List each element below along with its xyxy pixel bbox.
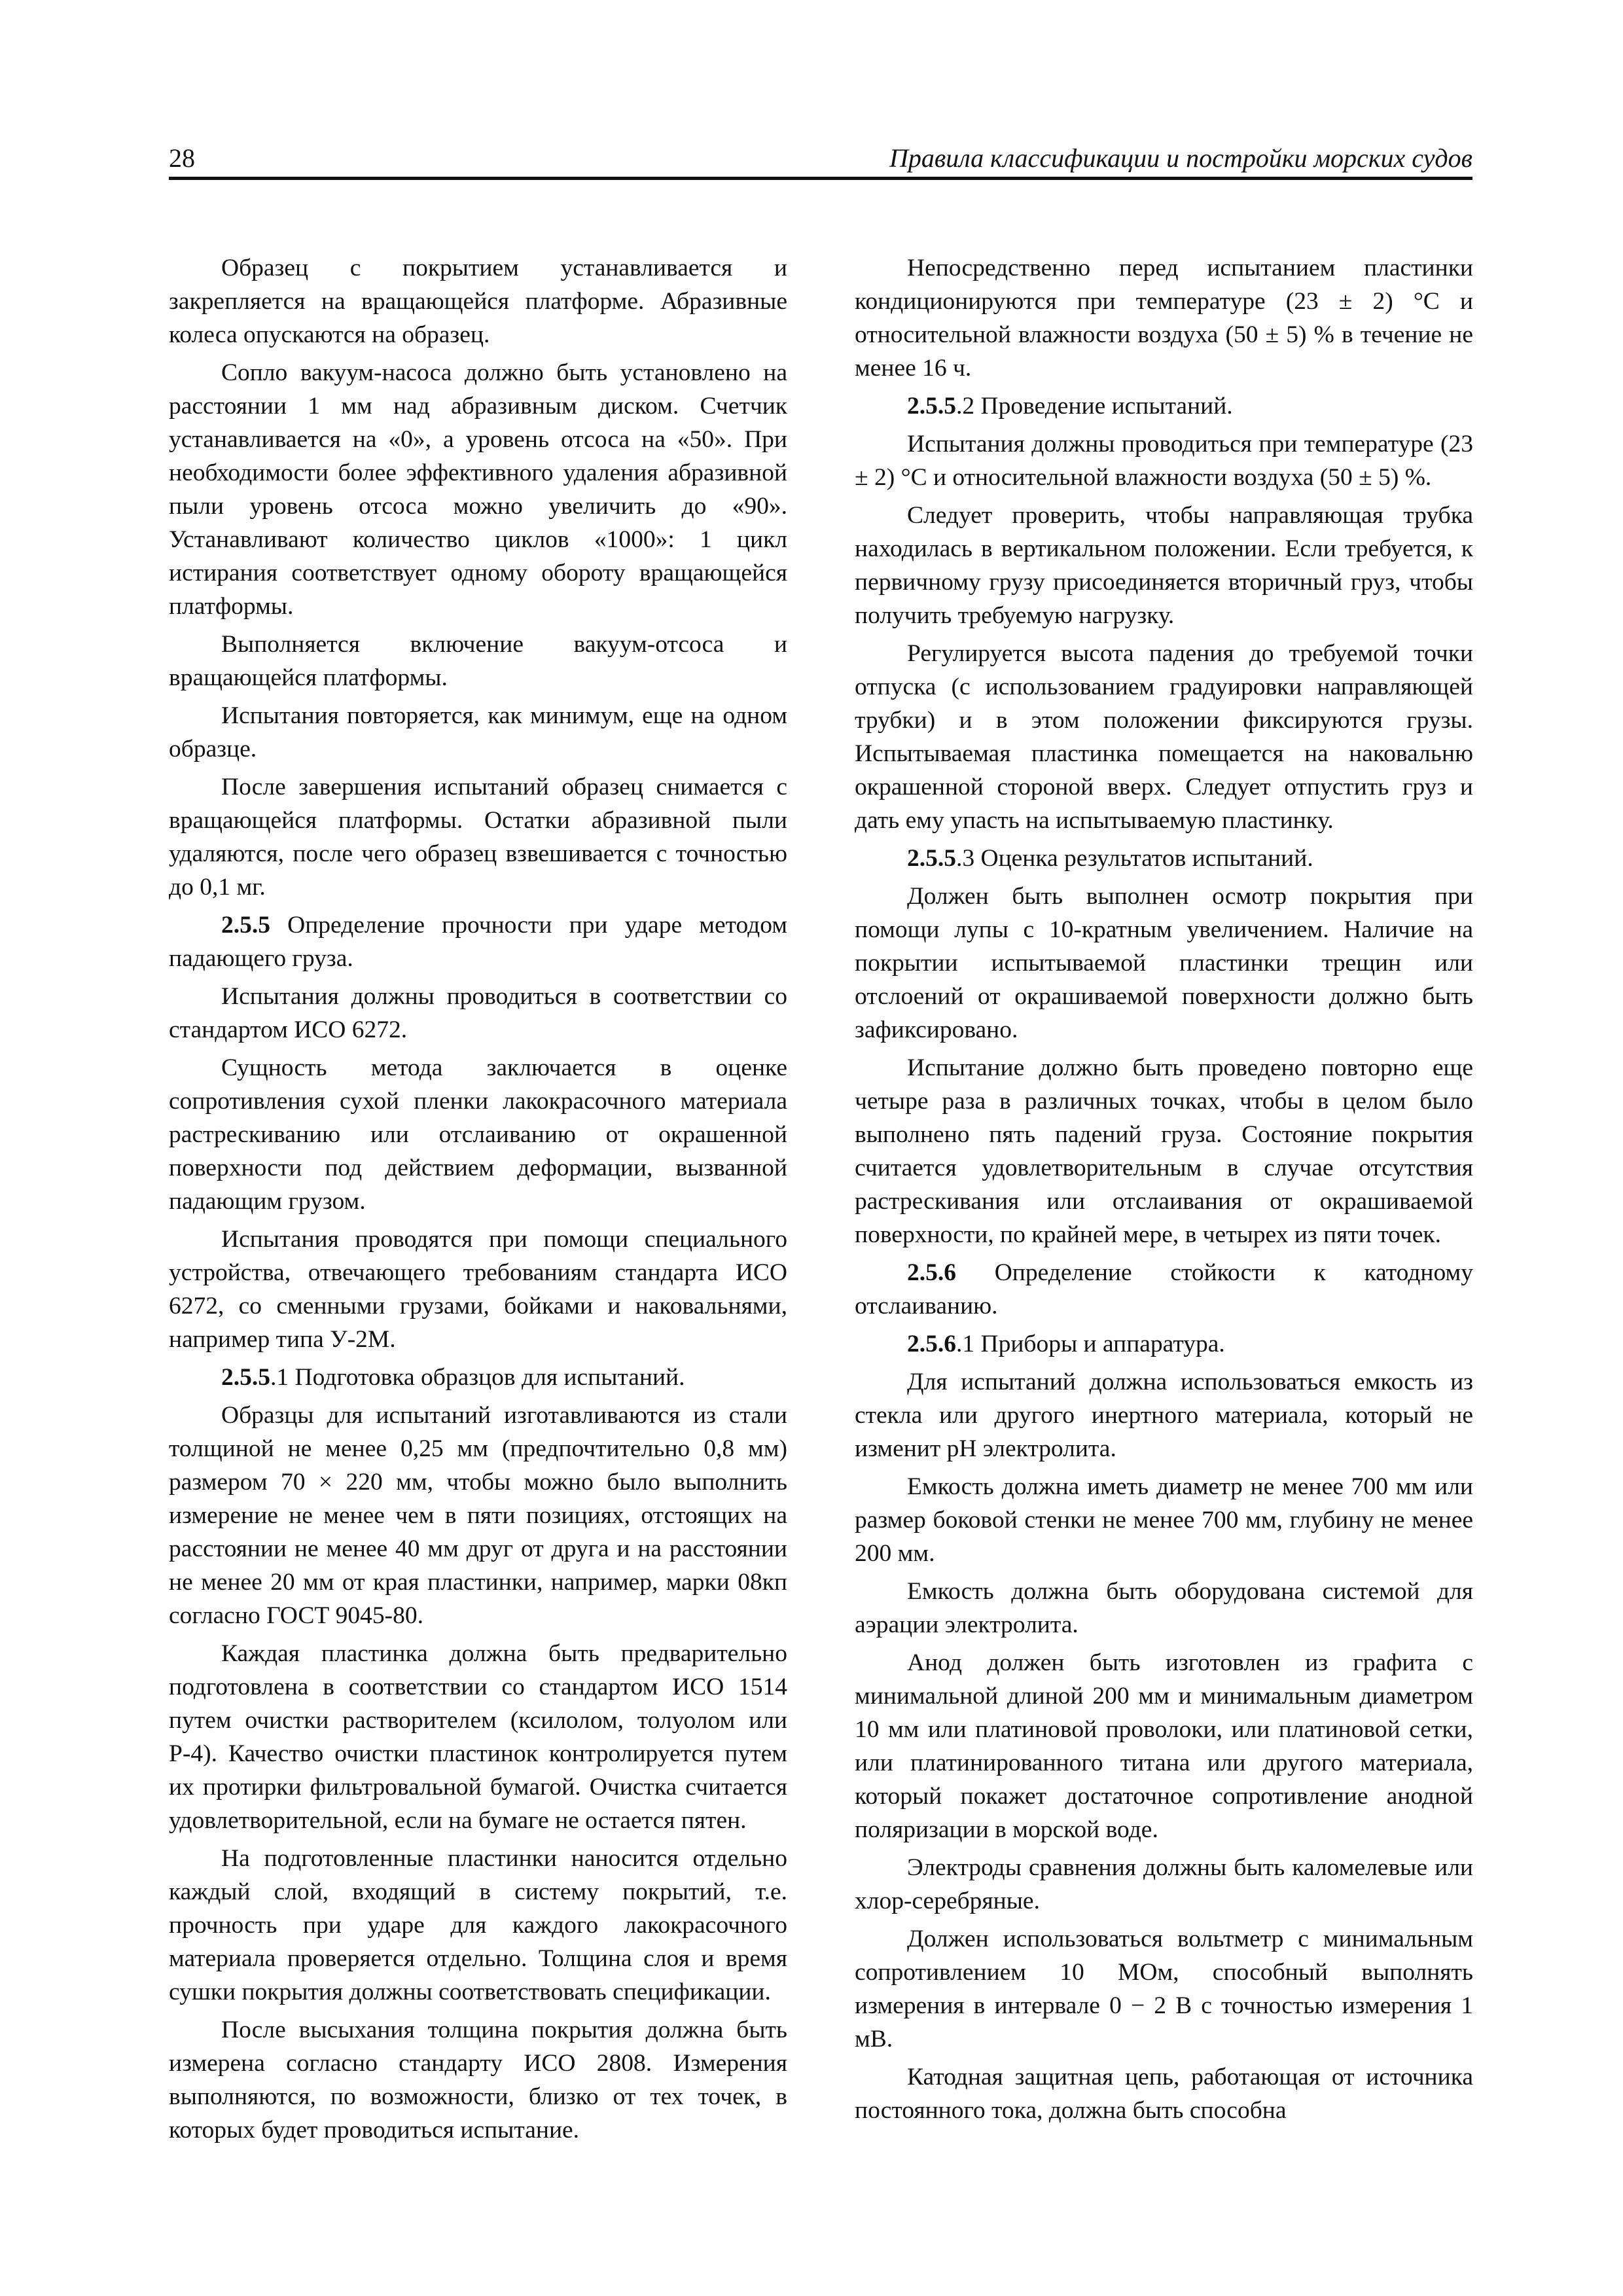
paragraph-text: Сущность метода заключается в оценке сопротивления сухой пленки лакокрасочного материала растрескиванию или отслаиванию от окрашенной поверхности под действием деформации, вызванной падающим грузом. <box>169 1054 787 1215</box>
subsection-heading <box>169 1361 787 1394</box>
paragraph <box>169 1637 787 1837</box>
paragraph <box>855 1051 1473 1251</box>
paragraph-text: Электроды сравнения должны быть каломелевые или хлор-серебряные. <box>855 1854 1473 1914</box>
paragraph <box>855 251 1473 385</box>
section-title: .2 Проведение испытаний. <box>956 393 1233 420</box>
paragraph-text: Испытания повторяется, как минимум, еще на одном образце. <box>169 702 787 762</box>
paragraph-text: Емкость должна быть оборудована системой для аэрации электролита. <box>855 1578 1473 1638</box>
section-number: 2.5.5 <box>907 845 956 872</box>
paragraph <box>855 1851 1473 1918</box>
paragraph <box>855 2060 1473 2127</box>
paragraph <box>169 980 787 1047</box>
section-heading <box>169 908 787 975</box>
paragraph-text: Испытание должно быть проведено повторно еще четыре раза в различных точках, чтобы в целом было выполнено пять падений груза. Состояние покрытия считается удовлетворительным в случае отсутствия растрескивания или отслаивания от окрашиваемой поверхности, по крайней мере, в четырех из пяти точек. <box>855 1054 1473 1248</box>
left-column <box>169 251 787 2151</box>
paragraph <box>855 427 1473 494</box>
subsection-heading <box>855 842 1473 875</box>
paragraph <box>169 699 787 766</box>
page-header <box>169 143 1472 181</box>
paragraph-text: Анод должен быть изготовлен из графита с минимальной длиной 200 мм и минимальным диаметром 10 мм или платиновой проволоки, или платиновой сетки, или платинированного титана или другого материала, который покажет достаточное сопротивление анодной поляризации в морской воде. <box>855 1649 1473 1843</box>
running-title: Правила классификации и постройки морских судов <box>889 143 1472 173</box>
paragraph <box>169 2013 787 2147</box>
section-number: 2.5.5 <box>221 1364 270 1391</box>
section-title: .3 Оценка результатов испытаний. <box>956 845 1313 872</box>
paragraph <box>169 356 787 623</box>
paragraph-text: Должен использоваться вольтметр с минимальным сопротивлением 10 МОм, способный выполнять измерения в интервале 0 − 2 В с точностью измерения 1 мВ. <box>855 1926 1473 2053</box>
paragraph-text: Каждая пластинка должна быть предварительно подготовлена в соответствии со стандартом ИСО 1514 путем очистки растворителем (ксилолом, толуолом или Р-4). Качество очистки пластинок контролируется путем их протирки фильтровальной бумагой. Очистка считается удовлетворительной, если на бумаге не остается пятен. <box>169 1640 787 1834</box>
section-number: 2.5.5 <box>221 912 270 939</box>
paragraph-text: Должен быть выполнен осмотр покрытия при помощи лупы с 10-кратным увеличением. Наличие на покрытии испытываемой пластинки трещин или отслоений от окрашиваемой поверхности должно быть зафиксировано. <box>855 883 1473 1043</box>
paragraph <box>169 1842 787 2009</box>
section-title: .1 Подготовка образцов для испытаний. <box>270 1364 685 1391</box>
paragraph <box>855 1575 1473 1641</box>
paragraph <box>855 637 1473 837</box>
paragraph <box>169 628 787 694</box>
page-number: 28 <box>169 143 195 173</box>
paragraph <box>855 1470 1473 1570</box>
paragraph <box>855 499 1473 632</box>
paragraph <box>169 1399 787 1632</box>
header-rule <box>169 177 1472 180</box>
subsection-heading <box>855 389 1473 423</box>
paragraph <box>169 251 787 351</box>
section-title: Определение стойкости к катодному отслаиванию. <box>855 1259 1473 1319</box>
paragraph-text: Непосредственно перед испытанием пластинки кондиционируются при температуре (23 ± 2) °С и относительной влажности воздуха (50 ± 5) % в течение не менее 16 ч. <box>855 255 1473 382</box>
paragraph <box>855 1365 1473 1465</box>
right-column <box>855 251 1473 2132</box>
paragraph <box>169 770 787 904</box>
paragraph-text: Для испытаний должна использоваться емкость из стекла или другого инертного материала, который не изменит рН электролита. <box>855 1369 1473 1462</box>
paragraph-text: Испытания должны проводиться при температуре (23 ± 2) °С и относительной влажности воздуха (50 ± 5) %. <box>855 431 1473 491</box>
section-title: Определение прочности при ударе методом падающего груза. <box>169 912 787 972</box>
paragraph-text: Катодная защитная цепь, работающая от источника постоянного тока, должна быть способна <box>855 2064 1473 2124</box>
paragraph-text: Регулируется высота падения до требуемой точки отпуска (с использованием градуировки направляющей трубки) и в этом положении фиксируются грузы. Испытываемая пластинка помещается на наковальню окрашенной стороной вверх. Следует отпустить груз и дать ему упасть на испытываемую пластинку. <box>855 640 1473 834</box>
paragraph <box>169 1051 787 1218</box>
paragraph-text: Испытания должны проводиться в соответствии со стандартом ИСО 6272. <box>169 983 787 1043</box>
paragraph-text: На подготовленные пластинки наносится отдельно каждый слой, входящий в систему покрытий, т.е. прочность при ударе для каждого лакокрасочного материала проверяется отдельно. Толщина слоя и время сушки покрытия должны соответствовать спецификации. <box>169 1845 787 2005</box>
paragraph <box>855 880 1473 1047</box>
paragraph-text: Образец с покрытием устанавливается и закрепляется на вращающейся платформе. Абразивные колеса опускаются на образец. <box>169 255 787 348</box>
subsection-heading <box>855 1327 1473 1361</box>
paragraph <box>855 1922 1473 2056</box>
paragraph-text: После завершения испытаний образец снимается с вращающейся платформы. Остатки абразивной пыли удаляются, после чего образец взвешивается с точностью до 0,1 мг. <box>169 774 787 901</box>
section-number: 2.5.6 <box>907 1259 956 1286</box>
paragraph-text: Следует проверить, чтобы направляющая трубка находилась в вертикальном положении. Если требуется, к первичному грузу присоединяется вторичный груз, чтобы получить требуемую нагрузку. <box>855 502 1473 629</box>
paragraph-text: Емкость должна иметь диаметр не менее 700 мм или размер боковой стенки не менее 700 мм, глубину не менее 200 мм. <box>855 1473 1473 1567</box>
section-heading <box>855 1256 1473 1323</box>
paragraph-text: Образцы для испытаний изготавливаются из стали толщиной не менее 0,25 мм (предпочтительно 0,8 мм) размером 70 × 220 мм, чтобы можно было выполнить измерение не менее чем в пяти позициях, отстоящих на расстоянии не менее 40 мм друг от друга и на расстоянии не менее 20 мм от края пластинки, например, марки 08кп согласно ГОСТ 9045-80. <box>169 1402 787 1629</box>
paragraph <box>169 1223 787 1356</box>
section-number: 2.5.5 <box>907 393 956 420</box>
paragraph-text: Испытания проводятся при помощи специального устройства, отвечающего требованиям стандарта ИСО 6272, со сменными грузами, бойками и наковальнями, например типа У-2М. <box>169 1226 787 1353</box>
paragraph-text: После высыхания толщина покрытия должна быть измерена согласно стандарту ИСО 2808. Измерения выполняются, по возможности, близко от тех точек, в которых будет проводиться испытание. <box>169 2017 787 2144</box>
paragraph-text: Сопло вакуум-насоса должно быть установлено на расстоянии 1 мм над абразивным диском. Счетчик устанавливается на «0», а уровень отсоса на «50». При необходимости более эффективного удаления абразивной пыли уровень отсоса можно увеличить до «90». Устанавливают количество циклов «1000»: 1 цикл истирания соответствует одному обороту вращающейся платформы. <box>169 359 787 620</box>
paragraph-text: Выполняется включение вакуум-отсоса и вращающейся платформы. <box>169 631 787 691</box>
section-number: 2.5.6 <box>907 1331 956 1357</box>
section-title: .1 Приборы и аппаратура. <box>956 1331 1225 1357</box>
paragraph <box>855 1646 1473 1846</box>
